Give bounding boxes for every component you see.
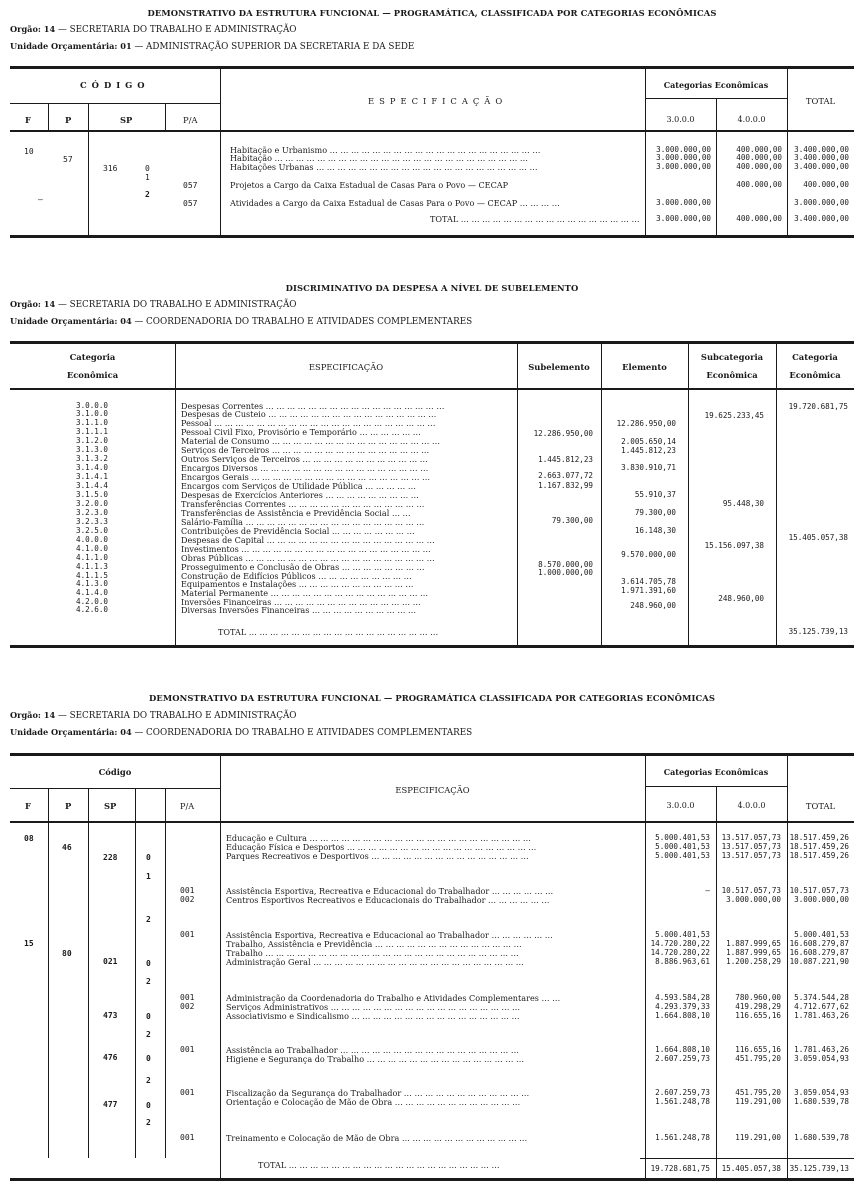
- code-k: 0: [145, 164, 150, 173]
- row-code: 3.1.3.0: [76, 445, 109, 454]
- row-value-3000: 3.000.000,00: [656, 198, 711, 207]
- row-description: Encargos Gerais … … … … … … … … … … … … … … … … …: [181, 472, 431, 482]
- header-especificacao: ESPECIFICAÇÃO: [395, 785, 470, 795]
- total-4000: 15.405.057,38: [721, 1164, 781, 1173]
- col-rule: [165, 103, 166, 132]
- col-rule: [517, 344, 518, 645]
- row-value-4000: 116.655,16: [735, 1011, 781, 1020]
- row-code: 4.1.1.0: [76, 553, 109, 562]
- unidade-label: Unidade Orçamentária: 04: [10, 727, 132, 737]
- row-sp: 477: [103, 1100, 118, 1109]
- row-description: Associativismo e Sindicalismo … … … … … … … … … … … … … … … …: [226, 1011, 520, 1021]
- row-k: 0: [146, 1012, 151, 1021]
- row-elemento: 9.570.000,00: [621, 550, 676, 559]
- row-pa: 001: [180, 1133, 195, 1142]
- row-total: 3.059.054,93: [794, 1054, 849, 1063]
- row-categoria: 19.720.681,75: [788, 402, 848, 411]
- row-pa: 001: [180, 1088, 195, 1097]
- row-code: 3.2.3.3: [76, 517, 109, 526]
- total-total: 35.125.739,13: [789, 1164, 849, 1173]
- section-1-title: DEMONSTRATIVO DA ESTRUTURA FUNCIONAL — PROGRAMÁTICA, CLASSIFICADA POR CATEGORIAS ECONÔMICAS: [147, 8, 717, 18]
- row-value-3000: 3.000.000,00: [656, 214, 711, 223]
- header-divider: [10, 103, 220, 104]
- row-code: 3.1.1.1: [76, 427, 109, 436]
- row-total: 3.400.000,00: [794, 162, 849, 171]
- row-total: 1.781.463,26: [794, 1011, 849, 1020]
- col-rule: [175, 344, 176, 645]
- row-value-4000: 419.298,29: [735, 1002, 781, 1011]
- row-k: 0: [146, 1101, 151, 1110]
- row-code: 3.0.0.0: [76, 401, 109, 410]
- row-description: Encargos com Serviços de Utilidade Pública … … … … …: [181, 481, 416, 491]
- header-3000: 3.0.0.0: [666, 801, 695, 810]
- row-value-3000: 8.886.963,61: [655, 957, 710, 966]
- row-value-3000: 3.000.000,00: [656, 162, 711, 171]
- row-code: 4.1.1.5: [76, 571, 109, 580]
- row-sp: 021: [103, 957, 118, 966]
- col-rule: [88, 788, 89, 1158]
- total-label: TOTAL … … … … … … … … … … … … … … … … … … … …: [258, 1160, 500, 1170]
- header-economica-2: Econômica: [789, 370, 841, 380]
- row-description: Centros Esportivos Recreativos e Educacionais do Trabalhador … … … … … …: [226, 895, 550, 905]
- table-top-rule: [10, 753, 854, 756]
- code-sp: 316: [103, 164, 118, 173]
- row-description: TOTAL … … … … … … … … … … … … … … … … …: [430, 214, 640, 224]
- row-description: Administração Geral … … … … … … … … … … … … … … … … … … … …: [226, 957, 524, 967]
- header-subcategoria: Subcategoria: [700, 352, 764, 362]
- row-subelemento: 12.286.950,00: [533, 429, 593, 438]
- row-description: Serviços Administrativos … … … … … … … … … … … … … … … … … …: [226, 1002, 521, 1012]
- row-k: 2: [146, 1118, 151, 1127]
- row-value-4000: 400.000,00: [736, 180, 782, 189]
- orgao-label: Orgão: 14: [10, 299, 56, 309]
- col-rule: [220, 756, 221, 1178]
- row-description: Outros Serviços de Terceiros … … … … … … … … … … … …: [181, 454, 428, 464]
- row-pa: 002: [180, 1002, 195, 1011]
- row-total: 16.608.279,87: [789, 948, 849, 957]
- row-description: Orientação e Colocação de Mão de Obra … … … … … … … … … … … …: [226, 1097, 521, 1107]
- row-value-3000: 5.000.401,53: [655, 833, 710, 842]
- row-subelemento: 79.300,00: [551, 516, 593, 525]
- col-rule: [776, 344, 777, 645]
- row-value-4000: 10.517.057,73: [721, 886, 781, 895]
- row-code: 3.2.3.0: [76, 508, 109, 517]
- row-subelemento: 2.663.077,72: [538, 471, 593, 480]
- row-value-4000: 13.517.057,73: [721, 833, 781, 842]
- row-code: 3.1.4.0: [76, 463, 109, 472]
- row-value-4000: 780.960,00: [735, 993, 781, 1002]
- row-description: Educação e Cultura … … … … … … … … … … … … … … … … … … … … …: [226, 833, 531, 843]
- row-code: 3.1.4.1: [76, 472, 109, 481]
- row-code: 3.2.0.0: [76, 499, 109, 508]
- row-description: Pessoal … … … … … … … … … … … … … … … … … … … … …: [181, 418, 436, 428]
- header-total: TOTAL: [805, 801, 836, 811]
- row-description: Prosseguimento e Conclusão de Obras … … … … … … … …: [181, 562, 425, 572]
- row-total: 18.517.459,26: [789, 842, 849, 851]
- row-elemento: 248.960,00: [630, 601, 676, 610]
- header-subcategoria-economica: Econômica: [706, 370, 758, 380]
- row-f: 08: [24, 834, 34, 843]
- row-value-3000: 1.664.808,10: [655, 1011, 710, 1020]
- row-sp: 228: [103, 853, 118, 862]
- row-pa: 001: [180, 886, 195, 895]
- row-value-3000: 3.000.000,00: [656, 145, 711, 154]
- row-k: 2: [146, 1030, 151, 1039]
- orgao-label: Orgão: 14: [10, 710, 56, 720]
- row-sp: 473: [103, 1011, 118, 1020]
- header-pa: P/A: [180, 801, 195, 811]
- row-pa: 001: [180, 930, 195, 939]
- row-k: 2: [146, 1076, 151, 1085]
- row-description: Habitação … … … … … … … … … … … … … … … … … … … … … … … …: [230, 153, 528, 163]
- unidade-text: — COORDENADORIA DO TRABALHO E ATIVIDADES COMPLEMENTARES: [134, 317, 473, 327]
- table-bottom-rule: [10, 1178, 854, 1181]
- col-rule: [48, 103, 49, 132]
- row-description: Assistência Esportiva, Recreativa e Educacional do Trabalhador … … … … … …: [226, 886, 554, 896]
- row-description: Equipamentos e Instalações … … … … … … … … … … …: [181, 579, 414, 589]
- section-3-title: DEMONSTRATIVO DA ESTRUTURA FUNCIONAL — PROGRAMÁTICA CLASSIFICADA POR CATEGORIAS ECONÔMICAS: [149, 693, 715, 703]
- col-rule: [787, 756, 788, 1178]
- code-pa: 057: [183, 199, 198, 208]
- orgao-text: — SECRETARIA DO TRABALHO E ADMINISTRAÇÃO: [58, 300, 297, 310]
- row-k: 0: [146, 853, 151, 862]
- orgao-label: Orgão: 14: [10, 24, 56, 34]
- row-value-3000: 5.000.401,53: [655, 851, 710, 860]
- row-description: Despesas de Exercícios Anteriores … … … … … … … … …: [181, 490, 419, 500]
- row-value-3000: 1.561.248,78: [655, 1133, 710, 1142]
- col-rule: [165, 788, 166, 1158]
- row-elemento: 79.300,00: [634, 508, 676, 517]
- total-3000: 19.728.681,75: [650, 1164, 710, 1173]
- row-code: 4.1.1.3: [76, 562, 109, 571]
- row-description: Habitação e Urbanismo … … … … … … … … … … … … … … … … … … … …: [230, 145, 541, 155]
- header-categoria-2: Categoria: [792, 352, 838, 362]
- header-f: F: [25, 115, 31, 125]
- row-description: Material Permanente … … … … … … … … … … … … … … …: [181, 588, 429, 598]
- row-value-4000: 1.887.999,65: [726, 939, 781, 948]
- header-sp: SP: [104, 801, 117, 811]
- row-elemento: 12.286.950,00: [616, 419, 676, 428]
- header-4000: 4.0.0.0: [737, 115, 766, 124]
- row-value-3000: 5.000.401,53: [655, 930, 710, 939]
- code-f: 10: [24, 147, 34, 156]
- row-pa: 001: [180, 993, 195, 1002]
- row-elemento: 3.830.910,71: [621, 463, 676, 472]
- section-2-title: DISCRIMINATIVO DA DESPESA A NÍVEL DE SUBELEMENTO: [285, 283, 579, 293]
- col-rule: [135, 788, 136, 1158]
- row-description: Educação Física e Desportos … … … … … … … … … … … … … … … … … …: [226, 842, 537, 852]
- row-value-4000: 119.291,00: [735, 1133, 781, 1142]
- code-mark: –: [38, 195, 43, 204]
- row-total: 3.400.000,00: [794, 145, 849, 154]
- row-description: Serviços de Terceiros … … … … … … … … … … … … … … …: [181, 445, 430, 455]
- row-value-4000: 3.000.000,00: [726, 895, 781, 904]
- table-top-rule: [10, 341, 854, 344]
- row-description: Administração da Coordenadoria do Trabalho e Atividades Complementares … …: [226, 993, 561, 1003]
- row-total: 16.608.279,87: [789, 939, 849, 948]
- unidade-line: [10, 727, 472, 738]
- row-total: 1.680.539,78: [794, 1133, 849, 1142]
- row-k: 0: [146, 1054, 151, 1063]
- row-value-3000: 14.720.280,22: [650, 939, 710, 948]
- row-description: Construção de Edifícios Públicos … … … … … … … … …: [181, 571, 412, 581]
- header-categoria: Categoria: [69, 352, 116, 362]
- row-description: Fiscalização da Segurança do Trabalhador … … … … … … … … … … … …: [226, 1088, 530, 1098]
- row-value-4000: 451.795,20: [735, 1054, 781, 1063]
- row-value-4000: 116.655,16: [735, 1045, 781, 1054]
- row-description: Encargos Diversos … … … … … … … … … … … … … … … …: [181, 463, 429, 473]
- code-k: 1: [145, 173, 150, 182]
- header-sp: SP: [120, 115, 133, 125]
- header-3000: 3.0.0.0: [666, 115, 695, 124]
- row-code: 4.2.6.0: [76, 605, 109, 614]
- row-description: Habitações Urbanas … … … … … … … … … … … … … … … … … … … … …: [230, 162, 538, 172]
- header-p: P: [65, 801, 72, 811]
- row-description: Despesas Correntes … … … … … … … … … … … … … … … … …: [181, 401, 445, 411]
- row-description: Trabalho … … … … … … … … … … … … … … … … … … … … … … … …: [226, 948, 519, 958]
- row-code: 4.1.4.0: [76, 588, 109, 597]
- row-description: Transferências de Assistência e Previdência Social … …: [181, 508, 411, 518]
- row-value-4000: 13.517.057,73: [721, 842, 781, 851]
- code-k: 2: [145, 190, 150, 199]
- row-p: 80: [62, 949, 72, 958]
- row-total: 400.000,00: [803, 180, 849, 189]
- col-rule: [220, 68, 221, 236]
- row-total: 3.059.054,93: [794, 1088, 849, 1097]
- row-description: Transferências Correntes … … … … … … … … … … … … …: [181, 499, 425, 509]
- orgao-line: [10, 299, 297, 310]
- header-economica: Econômica: [66, 370, 119, 380]
- row-description: Trabalho, Assistência e Previdência … … … … … … … … … … … … … …: [226, 939, 522, 949]
- row-elemento: 3.614.705,78: [621, 577, 676, 586]
- row-code: 4.1.0.0: [76, 544, 109, 553]
- code-pa: 057: [183, 181, 198, 190]
- header-especificacao: ESPECIFICAÇÃO: [368, 96, 508, 106]
- row-subcategoria: 95.448,30: [722, 499, 764, 508]
- row-pa: 001: [180, 1045, 195, 1054]
- row-subelemento: 1.445.812,23: [538, 455, 593, 464]
- row-value-3000: 14.720.280,22: [650, 948, 710, 957]
- code-p: 57: [63, 155, 73, 164]
- row-f: 15: [24, 939, 34, 948]
- row-description: Salário-Família … … … … … … … … … … … … … … … … …: [181, 517, 425, 527]
- col-rule: [48, 788, 49, 1158]
- row-total: 18.517.459,26: [789, 851, 849, 860]
- unidade-label: Unidade Orçamentária: 04: [10, 316, 132, 326]
- row-sp: 476: [103, 1053, 118, 1062]
- header-p: P: [65, 115, 72, 125]
- row-value-3000: 5.000.401,53: [655, 842, 710, 851]
- row-total: 1.680.539,78: [794, 1097, 849, 1106]
- row-total: 3.000.000,00: [794, 895, 849, 904]
- header-elemento: Elemento: [622, 362, 667, 372]
- row-k: 2: [146, 977, 151, 986]
- header-pa: P/A: [183, 115, 198, 125]
- row-description: Projetos a Cargo da Caixa Estadual de Casas Para o Povo — CECAP: [230, 180, 509, 190]
- row-subelemento: 1.167.832,99: [538, 481, 593, 490]
- row-description: Diversas Inversões Financeiras … … … … … … … … … …: [181, 605, 417, 615]
- header-4000: 4.0.0.0: [737, 801, 766, 810]
- row-value-3000: 4.293.379,33: [655, 1002, 710, 1011]
- row-description: Assistência Esportiva, Recreativa e Educacional ao Trabalhador … … … … … …: [226, 930, 553, 940]
- header-bottom-rule: [10, 821, 854, 823]
- row-total: 4.712.677,62: [794, 1002, 849, 1011]
- row-code: 3.1.5.0: [76, 490, 109, 499]
- col-rule: [645, 756, 646, 1178]
- orgao-text: — SECRETARIA DO TRABALHO E ADMINISTRAÇÃO: [58, 711, 297, 721]
- unidade-text: — COORDENADORIA DO TRABALHO E ATIVIDADES COMPLEMENTARES: [134, 728, 473, 738]
- row-subelemento: 1.000.000,00: [538, 568, 593, 577]
- row-description: Contribuições de Previdência Social … … … … … … … …: [181, 526, 415, 536]
- row-pa: 002: [180, 895, 195, 904]
- header-categorias: Categorias Econômicas: [663, 80, 769, 90]
- row-description: Pessoal Civil Fixo, Provisório e Temporário … … … … … …: [181, 427, 421, 437]
- row-total: 10.517.057,73: [789, 886, 849, 895]
- row-elemento: 1.971.391,60: [621, 586, 676, 595]
- row-value-4000: 13.517.057,73: [721, 851, 781, 860]
- row-code: 4.1.3.0: [76, 579, 109, 588]
- row-description: Material de Consumo … … … … … … … … … … … … … … … …: [181, 436, 440, 446]
- unidade-text: — ADMINISTRAÇÃO SUPERIOR DA SECRETARIA E DA SEDE: [134, 42, 415, 52]
- unidade-line: [10, 41, 414, 52]
- header-total: TOTAL: [805, 96, 836, 106]
- row-categoria: 15.405.057,38: [788, 533, 848, 542]
- header-subelemento: Subelemento: [528, 362, 590, 372]
- row-code: 3.1.1.0: [76, 418, 109, 427]
- row-code: 4.2.0.0: [76, 597, 109, 606]
- col-rule: [88, 103, 89, 236]
- row-total: 3.400.000,00: [794, 214, 849, 223]
- header-codigo: Código: [98, 767, 132, 777]
- row-description: Treinamento e Colocação de Mão de Obra … … … … … … … … … … … …: [226, 1133, 528, 1143]
- header-bottom-rule: [10, 388, 854, 390]
- row-value-3000: 1.561.248,78: [655, 1097, 710, 1106]
- row-total: 10.087.221,90: [789, 957, 849, 966]
- row-description: Investimentos … … … … … … … … … … … … … … … … … …: [181, 544, 431, 554]
- header-bottom-rule: [10, 130, 854, 132]
- row-subcategoria: 15.156.097,38: [704, 541, 764, 550]
- row-value-4000: 451.795,20: [735, 1088, 781, 1097]
- row-elemento: 16.148,30: [634, 526, 676, 535]
- row-total: 5.374.544,28: [794, 993, 849, 1002]
- row-description: Obras Públicas … … … … … … … … … … … … … … … … … …: [181, 553, 435, 563]
- row-value-4000: 119.291,00: [735, 1097, 781, 1106]
- row-description: Atividades a Cargo da Caixa Estadual de Casas Para o Povo — CECAP … … … …: [230, 198, 560, 208]
- row-k: 0: [146, 959, 151, 968]
- unidade-line: [10, 316, 472, 327]
- orgao-text: — SECRETARIA DO TRABALHO E ADMINISTRAÇÃO: [58, 25, 297, 35]
- row-total: 3.400.000,00: [794, 153, 849, 162]
- row-subelemento: 8.570.000,00: [538, 560, 593, 569]
- row-value-4000: 400.000,00: [736, 153, 782, 162]
- row-code: 3.1.2.0: [76, 436, 109, 445]
- row-p: 46: [62, 843, 72, 852]
- row-code: 4.0.0.0: [76, 535, 109, 544]
- row-value-4000: 1.887.999,65: [726, 948, 781, 957]
- row-subcategoria: 248.960,00: [718, 594, 764, 603]
- row-value-3000: —: [705, 886, 710, 895]
- orgao-line: [10, 24, 297, 35]
- row-value-3000: 2.607.259,73: [655, 1088, 710, 1097]
- row-description: Despesas de Capital … … … … … … … … … … … … … … … …: [181, 535, 435, 545]
- row-value-4000: 400.000,00: [736, 145, 782, 154]
- row-total: 1.781.463,26: [794, 1045, 849, 1054]
- row-total: 5.000.401,53: [794, 930, 849, 939]
- row-elemento: 2.005.650,14: [621, 437, 676, 446]
- header-f: F: [25, 801, 31, 811]
- total-value: 35.125.739,13: [788, 627, 848, 636]
- row-value-3000: 2.607.259,73: [655, 1054, 710, 1063]
- row-total: 18.517.459,26: [789, 833, 849, 842]
- row-value-3000: 3.000.000,00: [656, 153, 711, 162]
- header-categorias: Categorias Econômicas: [663, 767, 769, 777]
- row-description: Higiene e Segurança do Trabalho … … … … … … … … … … … … … … …: [226, 1054, 525, 1064]
- row-description: Inversões Financeiras … … … … … … … … … … … … … …: [181, 597, 421, 607]
- row-description: Despesas de Custeio … … … … … … … … … … … … … … … …: [181, 409, 437, 419]
- header-especificacao: ESPECIFICAÇÃO: [308, 362, 384, 372]
- row-value-4000: 400.000,00: [736, 162, 782, 171]
- row-description: Parques Recreativos e Desportivos … … … … … … … … … … … … … … …: [226, 851, 529, 861]
- table-top-rule: [10, 66, 854, 69]
- total-divider: [640, 1158, 854, 1159]
- row-description: Assistência ao Trabalhador … … … … … … … … … … … … … … … … …: [226, 1045, 519, 1055]
- row-value-4000: 1.200.258,29: [726, 957, 781, 966]
- row-k: 1: [146, 872, 151, 881]
- row-code: 3.1.4.4: [76, 481, 109, 490]
- row-subcategoria: 19.625.233,45: [704, 411, 764, 420]
- table-bottom-rule: [10, 645, 854, 648]
- row-value-3000: 4.593.584,28: [655, 993, 710, 1002]
- total-label: TOTAL … … … … … … … … … … … … … … … … … …: [218, 627, 439, 637]
- row-code: 3.1.3.2: [76, 454, 109, 463]
- row-elemento: 55.910,37: [634, 490, 676, 499]
- row-k: 2: [146, 915, 151, 924]
- row-code: 3.1.0.0: [76, 409, 109, 418]
- header-codigo: CÓDIGO: [80, 80, 150, 90]
- row-value-3000: 1.664.808,10: [655, 1045, 710, 1054]
- orgao-line: [10, 710, 297, 721]
- table-bottom-rule: [10, 235, 854, 238]
- header-divider: [10, 788, 220, 789]
- unidade-label: Unidade Orçamentária: 01: [10, 41, 132, 51]
- row-code: 3.2.5.0: [76, 526, 109, 535]
- row-total: 3.000.000,00: [794, 198, 849, 207]
- row-value-4000: 400.000,00: [736, 214, 782, 223]
- row-elemento: 1.445.812,23: [621, 446, 676, 455]
